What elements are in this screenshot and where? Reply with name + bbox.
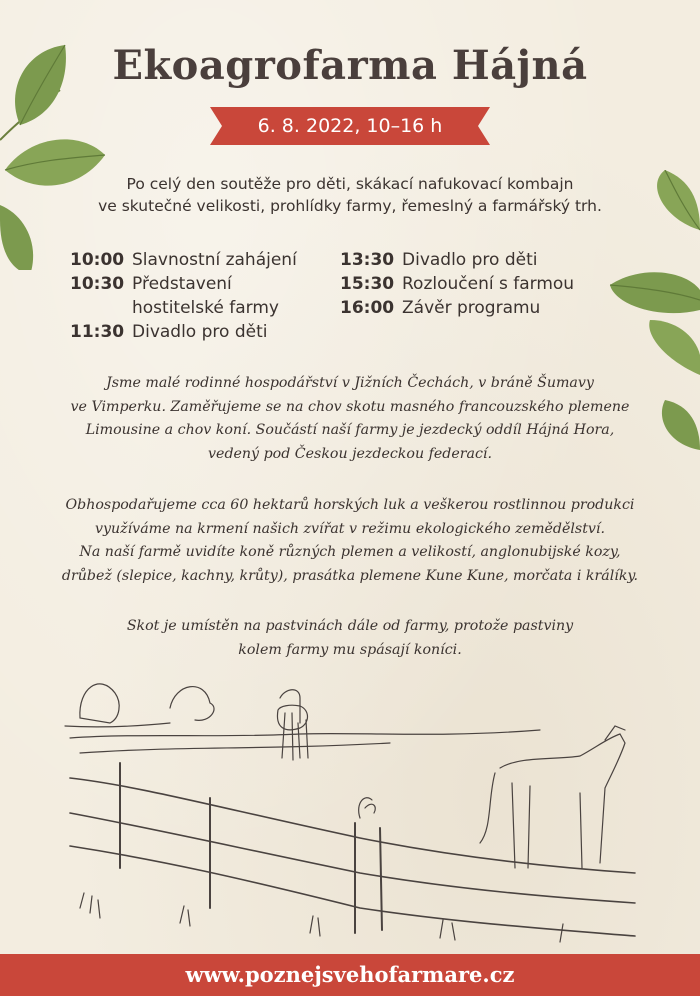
schedule-item	[70, 272, 340, 320]
date-banner	[210, 107, 490, 145]
schedule-event-continued: hostitelské farmy	[132, 298, 279, 318]
about-line: Obhospodařujeme cca 60 hektarů horských luk a veškerou rostlinnou produkci	[65, 497, 635, 513]
schedule-time: 11:30	[70, 322, 125, 342]
page-title: Ekoagrofarma Hájná	[112, 42, 588, 89]
schedule-event: Představení	[132, 274, 232, 294]
about-paragraph-1	[40, 372, 660, 466]
schedule-time: 10:00	[70, 250, 125, 270]
schedule-time: 13:30	[340, 250, 395, 270]
about-line: Limousine a chov koní. Součástí naší farmy je jezdecký oddíl Hájná Hora,	[85, 422, 615, 438]
schedule-item	[340, 296, 630, 320]
schedule-event: Divadlo pro děti	[132, 322, 268, 342]
footer-website-link[interactable]: www.poznejsvehofarmare.cz	[185, 962, 515, 987]
date-text: 6. 8. 2022, 10–16 h	[257, 115, 443, 137]
intro-text	[60, 173, 640, 217]
schedule-event: Slavnostní zahájení	[132, 250, 297, 270]
about-line: ve Vimperku. Zaměřujeme se na chov skotu masného francouzského plemene	[70, 398, 630, 415]
farm-fence-horses-illustration-icon	[60, 668, 640, 948]
about-line: kolem farmy mu spásají koníci.	[238, 641, 462, 658]
schedule-item	[340, 272, 630, 296]
schedule-time: 16:00	[340, 298, 395, 318]
about-line: vedený pod Českou jezdeckou federací.	[208, 445, 492, 462]
about-line: Skot je umístěn na pastvinách dále od farmy, protože pastviny	[126, 618, 574, 634]
schedule-event: Rozloučení s farmou	[402, 274, 575, 294]
schedule-item	[70, 320, 340, 344]
intro-line: ve skutečné velikosti, prohlídky farmy, řemeslný a farmářský trh.	[98, 197, 602, 215]
schedule-event: Závěr programu	[402, 298, 541, 318]
about-line: Jsme malé rodinné hospodářství v Jižních Čechách, v bráně Šumavy	[106, 375, 594, 391]
about-line: Na naší farmě uvidíte koně různých plemen a velikostí, anglonubijské kozy,	[79, 544, 621, 560]
schedule-item	[340, 248, 630, 272]
about-paragraph-2	[40, 494, 660, 588]
about-line: využíváme na krmení našich zvířat v režimu ekologického zemědělství.	[95, 520, 605, 537]
footer-bar	[0, 954, 700, 996]
about-paragraph-3	[40, 615, 660, 662]
intro-line: Po celý den soutěže pro děti, skákací nafukovací kombajn	[126, 175, 574, 193]
schedule-time: 10:30	[70, 274, 125, 294]
schedule-event: Divadlo pro děti	[402, 250, 538, 270]
schedule-item	[70, 248, 340, 272]
schedule-time: 15:30	[340, 274, 395, 294]
about-line: drůbež (slepice, kachny, krůty), prasátka plemene Kune Kune, morčata i králíky.	[61, 567, 639, 584]
